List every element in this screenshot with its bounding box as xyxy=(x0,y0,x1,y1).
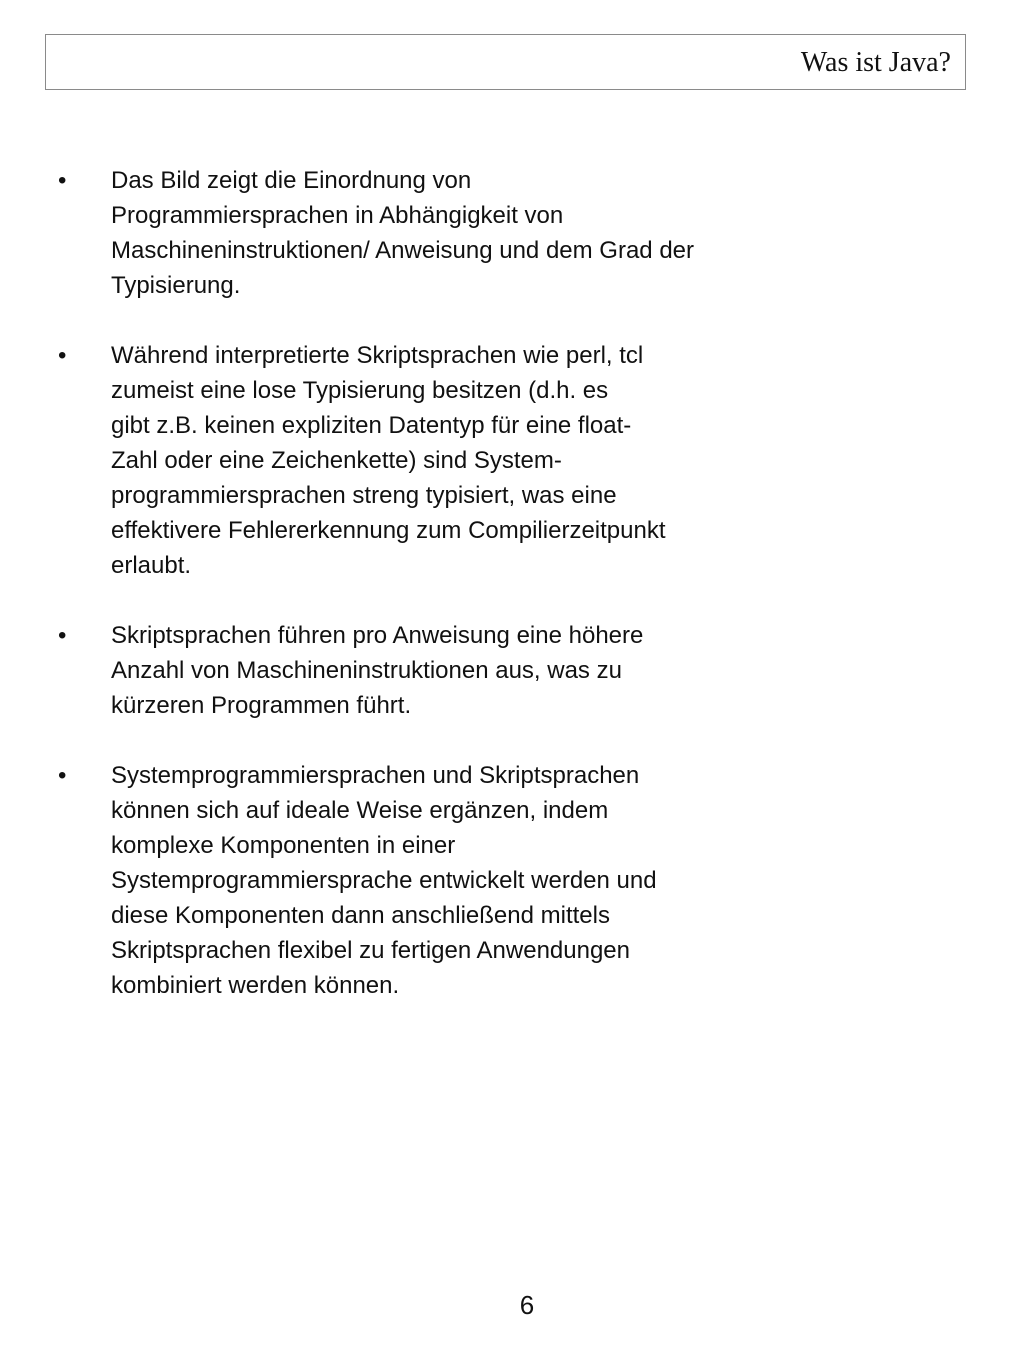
bullet-text-line: Skriptsprachen flexibel zu fertigen Anwendungen xyxy=(111,937,630,964)
bullet-text-line: Maschineninstruktionen/ Anweisung und dem Grad der xyxy=(111,237,695,264)
bullet-text-line: Zahl oder eine Zeichenkette) sind System- xyxy=(111,447,562,474)
bullet-dot-icon: • xyxy=(58,622,67,649)
bullet-item xyxy=(58,758,778,1003)
bullet-text-line: kürzeren Programmen führt. xyxy=(111,692,412,719)
bullet-item xyxy=(58,338,778,583)
bullet-text-line: Systemprogrammiersprachen und Skriptsprachen xyxy=(111,762,640,789)
bullet-list xyxy=(58,163,778,1038)
bullet-dot-icon: • xyxy=(58,342,67,369)
bullet-text-line: effektivere Fehlererkennung zum Compilierzeitpunkt xyxy=(111,517,666,544)
bullet-text-line: gibt z.B. keinen expliziten Datentyp für eine float- xyxy=(111,412,632,439)
bullet-text-line: kombiniert werden können. xyxy=(111,972,400,999)
bullet-dot-icon: • xyxy=(58,762,67,789)
bullet-text-line: Typisierung. xyxy=(111,272,241,299)
bullet-text-line: Systemprogrammiersprache entwickelt werden und xyxy=(111,867,657,894)
bullet-text-line: zumeist eine lose Typisierung besitzen (d.h. es xyxy=(111,377,609,404)
bullet-text-line: Anzahl von Maschineninstruktionen aus, was zu xyxy=(111,657,622,684)
bullet-item xyxy=(58,618,778,723)
slide-title: Was ist Java? xyxy=(800,47,951,78)
bullet-text-line: erlaubt. xyxy=(111,552,192,579)
slide-header xyxy=(45,34,966,90)
bullet-text-line: Während interpretierte Skriptsprachen wie perl, tcl xyxy=(111,342,644,369)
page-number: 6 xyxy=(519,1290,535,1320)
bullet-text-line: Das Bild zeigt die Einordnung von xyxy=(111,167,472,194)
bullet-text-line: komplexe Komponenten in einer xyxy=(111,832,456,859)
bullet-text-line: diese Komponenten dann anschließend mittels xyxy=(111,902,610,929)
bullet-text-line: Skriptsprachen führen pro Anweisung eine höhere xyxy=(111,622,644,649)
bullet-item xyxy=(58,163,778,303)
bullet-text-line: programmiersprachen streng typisiert, was eine xyxy=(111,482,617,509)
bullet-text-line: Programmiersprachen in Abhängigkeit von xyxy=(111,202,564,229)
bullet-dot-icon: • xyxy=(58,167,67,194)
bullet-text-line: können sich auf ideale Weise ergänzen, indem xyxy=(111,797,609,824)
